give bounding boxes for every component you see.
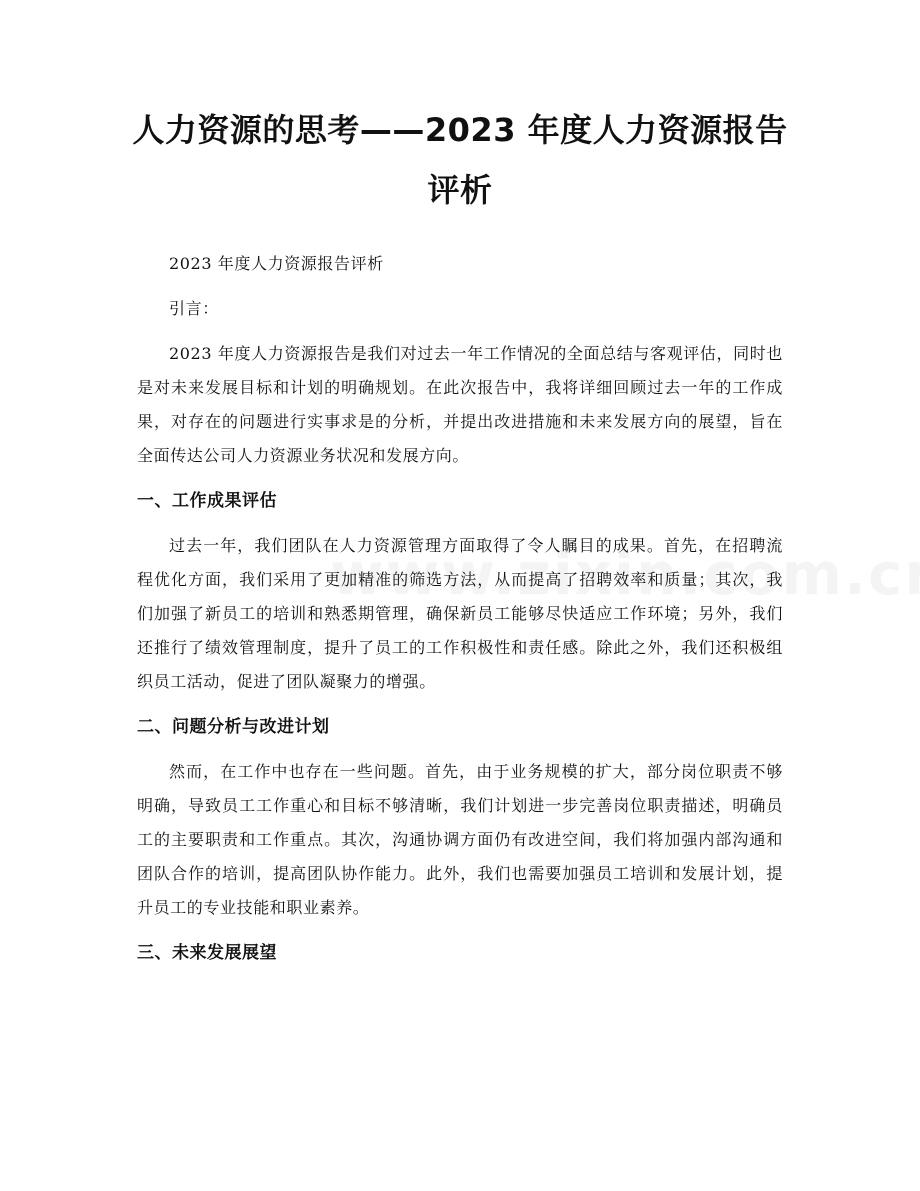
section-heading-1: 一、工作成果评估 bbox=[137, 491, 277, 511]
title-line-2: 评析 bbox=[427, 171, 493, 209]
section-paragraph-1: 过去一年，我们团队在人力资源管理方面取得了令人瞩目的成果。首先，在招聘流程优化方面，我们采用了更加精准的筛选方法，从而提高了招聘效率和质量；其次，我们加强了新员工的培训和熟悉期管理，确保新员工能够尽快适应工作环境；另外，我们还推行了绩效管理制度，提升了员工的工作积极性和责任感。除此之外，我们还积极组织员工活动，促进了团队凝聚力的增强。 bbox=[137, 536, 783, 691]
subtitle: 2023 年度人力资源报告评析 bbox=[169, 254, 384, 273]
section-heading-3: 三、未来发展展望 bbox=[137, 943, 277, 963]
intro-label: 引言： bbox=[169, 299, 219, 318]
title-line-1: 人力资源的思考——2023 年度人力资源报告 bbox=[132, 111, 788, 149]
document-body bbox=[137, 247, 783, 981]
intro-paragraph: 2023 年度人力资源报告是我们对过去一年工作情况的全面总结与客观评估，同时也是对未来发展目标和计划的明确规划。在此次报告中，我将详细回顾过去一年的工作成果，对存在的问题进行实事求是的分析，并提出改进措施和未来发展方向的展望，旨在全面传达公司人力资源业务状况和发展方向。 bbox=[137, 344, 783, 465]
document-title bbox=[120, 100, 800, 220]
section-heading-2: 二、问题分析与改进计划 bbox=[137, 717, 330, 737]
section-paragraph-2: 然而，在工作中也存在一些问题。首先，由于业务规模的扩大，部分岗位职责不够明确，导致员工工作重心和目标不够清晰，我们计划进一步完善岗位职责描述，明确员工的主要职责和工作重点。其次，沟通协调方面仍有改进空间，我们将加强内部沟通和团队合作的培训，提高团队协作能力。此外，我们也需要加强员工培训和发展计划，提升员工的专业技能和职业素养。 bbox=[137, 762, 783, 917]
